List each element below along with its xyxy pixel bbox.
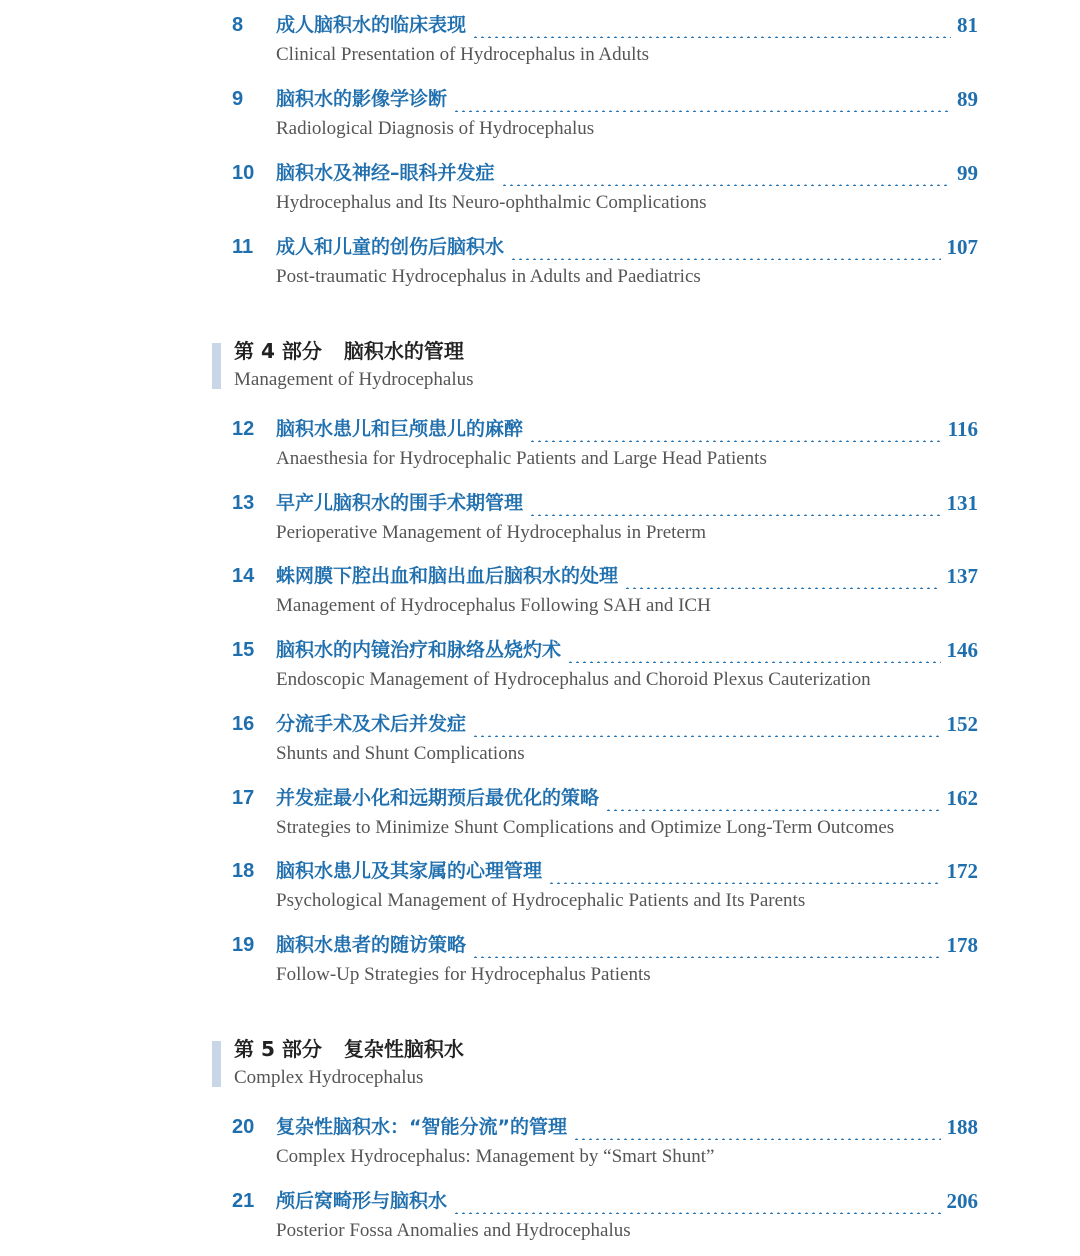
part-label: 第 5 部分 [234,1037,322,1061]
dot-leader [472,932,940,958]
chapter-title-en: Posterior Fossa Anomalies and Hydrocephalus [276,1220,631,1241]
page-number: 178 [946,933,978,957]
page-number: 107 [946,235,978,259]
part-label: 第 4 部分 [234,339,322,363]
chapter-number: 19 [232,934,255,956]
toc-entry-17[interactable] [232,775,978,838]
part-title-zh: 脑积水的管理 [343,339,464,363]
page-number: 146 [946,638,978,662]
chapter-title-zh: 并发症最小化和远期预后最优化的策略 [276,787,600,809]
chapter-title-en: Endoscopic Management of Hydrocephalus and Choroid Plexus Cauterization [276,669,871,690]
page-number: 81 [957,13,978,37]
part-marker-bar [212,343,221,389]
chapter-number: 20 [232,1116,255,1138]
chapter-title-zh: 脑积水及神经–眼科并发症 [276,162,495,184]
toc-entry-9[interactable] [232,76,978,139]
dot-leader [567,637,940,663]
chapter-title-zh: 复杂性脑积水：“智能分流”的管理 [276,1116,567,1138]
chapter-title-en: Follow-Up Strategies for Hydrocephalus Patients [276,964,651,985]
chapter-title-zh: 脑积水的影像学诊断 [276,88,448,110]
part-title-en: Management of Hydrocephalus [234,369,474,390]
page-number: 172 [946,859,978,883]
chapter-title-en: Psychological Management of Hydrocephalic Patients and Its Parents [276,890,806,911]
dot-leader [510,234,940,260]
page-number: 188 [946,1115,978,1139]
chapter-title-en: Management of Hydrocephalus Following SAH and ICH [276,595,711,616]
chapter-title-zh: 成人脑积水的临床表现 [276,14,467,36]
chapter-title-en: Strategies to Minimize Shunt Complications and Optimize Long-Term Outcomes [276,817,895,838]
part-title [234,337,464,365]
chapter-title-zh: 脑积水患者的随访策略 [276,934,467,956]
toc-entry-20[interactable] [232,1104,978,1167]
chapter-number: 16 [232,713,255,735]
chapter-number: 11 [232,236,254,258]
part-title-en: Complex Hydrocephalus [234,1067,424,1088]
chapter-number: 21 [232,1190,255,1212]
chapter-title-zh: 成人和儿童的创伤后脑积水 [276,236,505,258]
dot-leader [573,1114,941,1140]
toc-entry-18[interactable] [232,848,978,911]
page-number: 206 [946,1189,978,1213]
page-number: 131 [946,491,978,515]
dot-leader [605,785,940,811]
part-title [234,1035,464,1063]
dot-leader [624,563,940,589]
part-title-zh: 复杂性脑积水 [343,1037,464,1061]
chapter-title-zh: 脑积水的内镜治疗和脉络丛烧灼术 [276,639,562,661]
dot-leader [453,86,951,112]
toc-entry-13[interactable] [232,480,978,543]
page-number: 89 [957,87,978,111]
chapter-title-en: Hydrocephalus and Its Neuro-ophthalmic Complications [276,192,707,213]
chapter-number: 13 [232,492,255,514]
toc-entry-21[interactable] [232,1178,978,1241]
part-4-header[interactable] [212,337,812,393]
toc-entry-10[interactable] [232,150,978,213]
toc-entry-19[interactable] [232,922,978,985]
toc-entry-8[interactable] [232,2,978,65]
part-marker-bar [212,1041,221,1087]
chapter-title-en: Perioperative Management of Hydrocephalus in Preterm [276,522,706,543]
chapter-title-en: Shunts and Shunt Complications [276,743,525,764]
dot-leader [548,858,940,884]
chapter-number: 9 [232,88,244,110]
toc-entry-14[interactable] [232,553,978,616]
page-number: 152 [946,712,978,736]
toc-entry-11[interactable] [232,224,978,287]
page-number: 162 [946,786,978,810]
chapter-number: 12 [232,418,255,440]
toc-entry-15[interactable] [232,627,978,690]
page-number: 99 [957,161,978,185]
chapter-title-zh: 脑积水患儿及其家属的心理管理 [276,860,543,882]
part-5-header[interactable] [212,1035,812,1091]
chapter-title-en: Post-traumatic Hydrocephalus in Adults and Paediatrics [276,266,701,287]
dot-leader [453,1188,940,1214]
dot-leader [472,711,940,737]
page-number: 137 [946,564,978,588]
chapter-number: 17 [232,787,255,809]
chapter-title-zh: 脑积水患儿和巨颅患儿的麻醉 [276,418,524,440]
chapter-title-en: Radiological Diagnosis of Hydrocephalus [276,118,595,139]
chapter-title-zh: 颅后窝畸形与脑积水 [276,1190,448,1212]
dot-leader [501,160,951,186]
chapter-title-zh: 分流手术及术后并发症 [276,713,467,735]
toc-entry-16[interactable] [232,701,978,764]
dot-leader [472,12,951,38]
chapter-title-zh: 早产儿脑积水的围手术期管理 [276,492,524,514]
dot-leader [529,490,940,516]
chapter-number: 8 [232,14,244,36]
chapter-title-en: Anaesthesia for Hydrocephalic Patients and Large Head Patients [276,448,767,469]
chapter-number: 10 [232,162,255,184]
chapter-number: 18 [232,860,255,882]
chapter-number: 15 [232,639,255,661]
chapter-title-zh: 蛛网膜下腔出血和脑出血后脑积水的处理 [276,565,619,587]
chapter-title-en: Clinical Presentation of Hydrocephalus in Adults [276,44,650,65]
toc-entry-12[interactable] [232,406,978,469]
page-number: 116 [947,417,978,441]
chapter-title-en: Complex Hydrocephalus: Management by “Smart Shunt” [276,1146,715,1167]
dot-leader [529,416,942,442]
chapter-number: 14 [232,565,255,587]
